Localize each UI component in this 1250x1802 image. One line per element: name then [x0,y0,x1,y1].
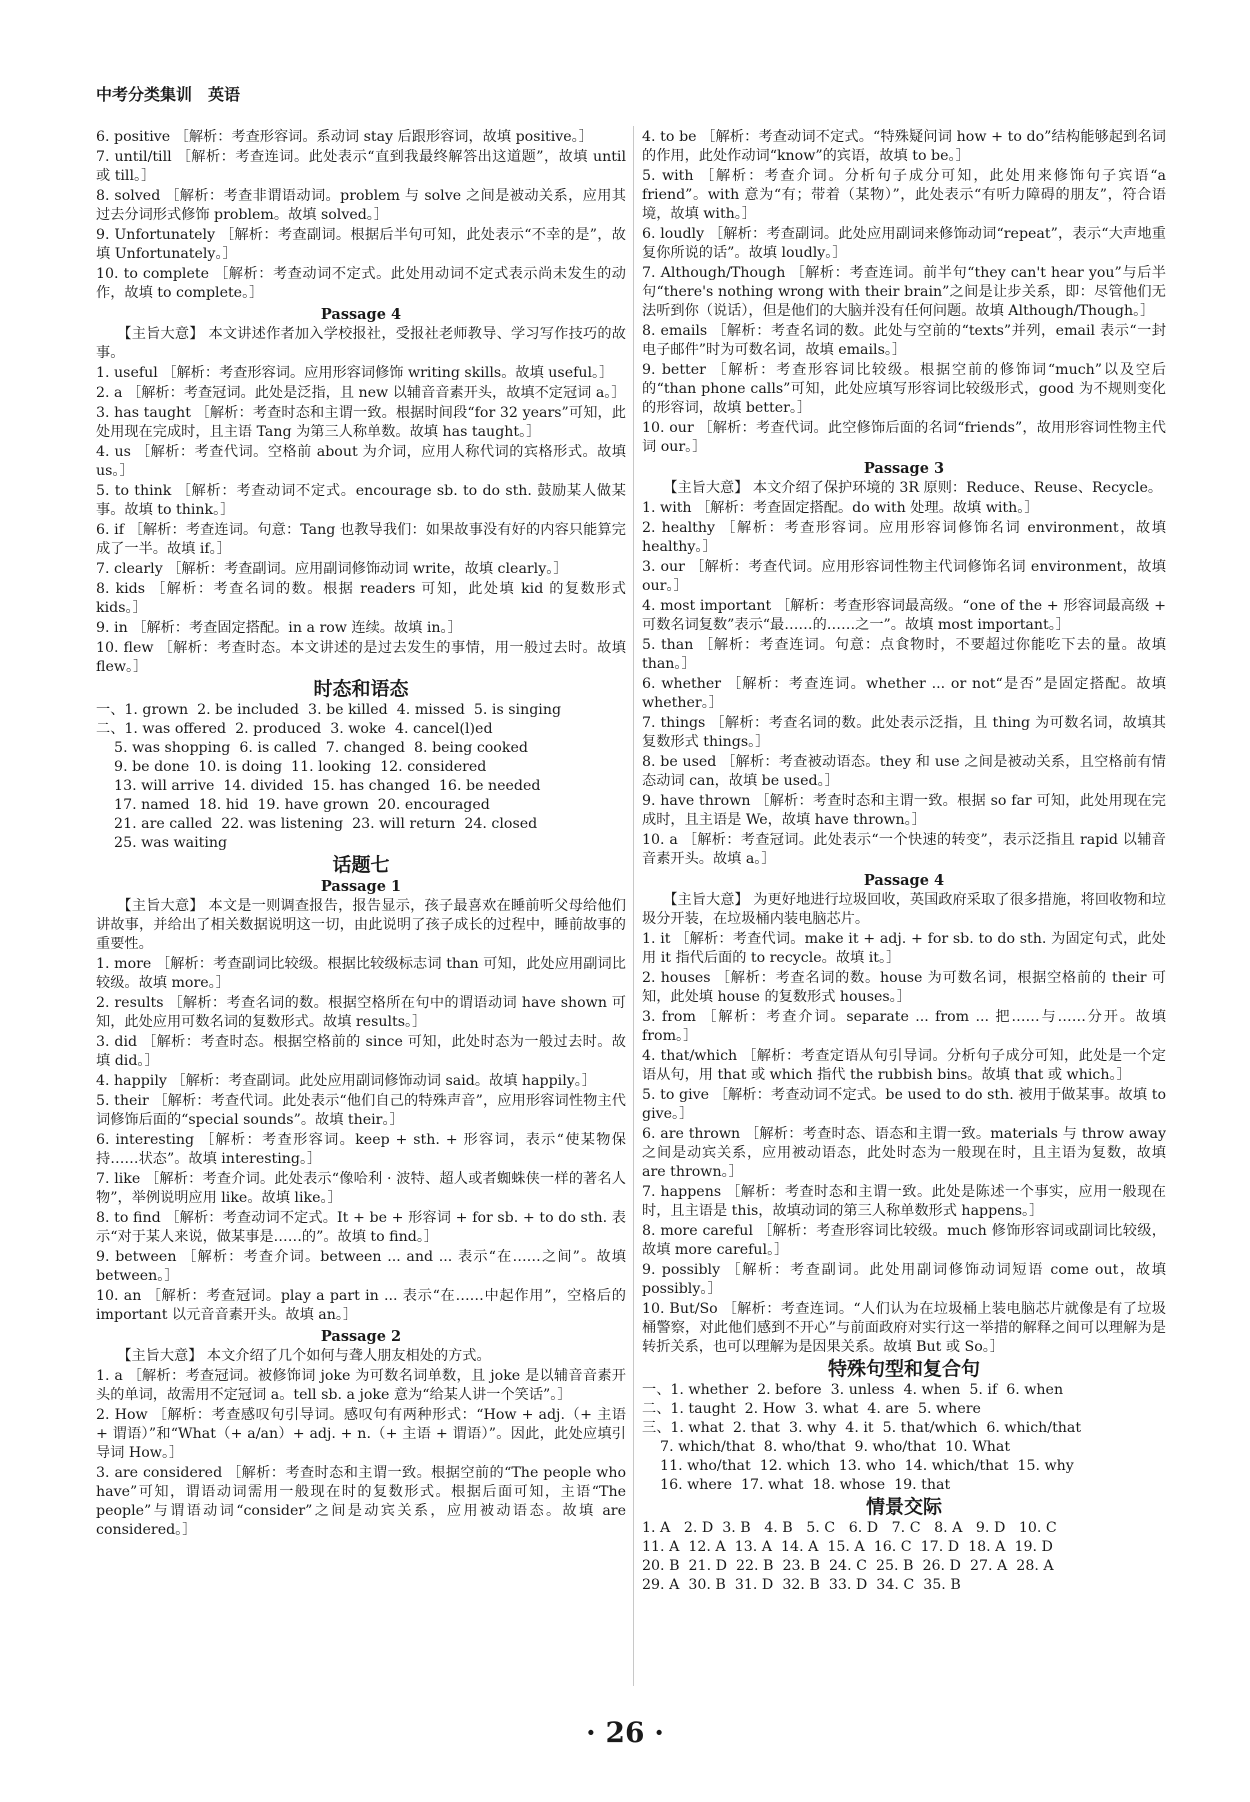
answer-item: 5. to think ［解析：考查动词不定式。encourage sb. to do sth. 鼓励某人做某事。故填 to think。］ [96,483,626,518]
page-header [96,82,240,105]
answer-item: 3. are considered ［解析：考查时态和主谓一致。根据空前的“The people who have”可知，谓语动词需用一般现在时的复数形式。根据后面可知，主语“The people”与谓语动词“consider”之间是动宾关系，应用被动语态。故填 are considered。］ [96,1465,626,1538]
answer-item: 3. did ［解析：考查时态。根据空格前的 since 可知，此处时态为一般过去时。故填 did。］ [96,1034,626,1069]
answer-item: 6. positive ［解析：考查形容词。系动词 stay 后跟形容词，故填 positive。］ [96,129,593,145]
series-title: 中考分类集训 [96,85,193,104]
answer-item: 5. than ［解析：考查连词。句意：点食物时，不要超过你能吃下去的量。故填 than。］ [642,637,1166,672]
answer-item: 4. most important ［解析：考查形容词最高级。“one of the + 形容词最高级 + 可数名词复数”表示“最……的……之一”。故填 most important。］ [642,598,1166,633]
left-column [96,128,626,1541]
answer-item: 7. things ［解析：考查名词的数。此处表示泛指，且 thing 为可数名词，故填其复数形式 things。］ [642,715,1166,750]
answer-item: 9. Unfortunately ［解析：考查副词。根据后半句可知，此处表示“不幸的是”，故填 Unfortunately。］ [96,227,626,262]
answer-item: 10. an ［解析：考查冠词。play a part in ... 表示“在……中起作用”，空格后的 important 以元音音素开头。故填 an。］ [96,1288,626,1323]
section-heading: 特殊句型和复合句 [827,1358,980,1380]
answer-item: 8. kids ［解析：考查名词的数。根据 readers 可知，此处填 kid 的复数形式 kids。］ [96,581,626,616]
answer-row: 16. where 17. what 18. whose 19. that [642,1477,951,1493]
answer-row: 11. A 12. A 13. A 14. A 15. A 16. C 17. D 18. A 19. D [642,1539,1053,1555]
answer-item: 1. with ［解析：考查固定搭配。do with 处理。故填 with。］ [642,500,1039,516]
answer-item: 8. more careful ［解析：考查形容词比较级。much 修饰形容词或副词比较级，故填 more careful。］ [642,1223,1166,1258]
answer-item: 7. happens ［解析：考查时态和主谓一致。此处是陈述一个事实，应用一般现在时，且主语是 this，故填动词的第三人称单数形式 happens。］ [642,1184,1166,1219]
answer-item: 8. to find ［解析：考查动词不定式。It + be + 形容词 + for sb. + to do sth. 表示“对于某人来说，做某事是……的”。故填 to find。］ [96,1210,626,1245]
answer-item: 10. our ［解析：考查代词。此空修饰后面的名词“friends”，故用形容词性物主代词 our。］ [642,420,1166,455]
answer-item: 9. possibly ［解析：考查副词。此处用副词修饰动词短语 come out，故填 possibly。］ [642,1262,1166,1297]
answer-item: 6. are thrown ［解析：考查时态、语态和主谓一致。materials 与 throw away 之间是动宾关系，应用被动语态，此处时态为一般现在时，且主语为复数，故填 are thrown。］ [642,1126,1166,1180]
answer-item: 2. results ［解析：考查名词的数。根据空格所在句中的谓语动词 have shown 可知，此处应用可数名词的复数形式。故填 results。］ [96,995,626,1030]
answer-item: 4. to be ［解析：考查动词不定式。“特殊疑问词 how + to do”结构能够起到名词的作用，此处作动词“know”的宾语，故填 to be。］ [642,129,1166,164]
answer-item: 9. between ［解析：考查介词。between ... and ... 表示“在……之间”。故填 between。］ [96,1249,626,1284]
answer-item: 10. flew ［解析：考查时态。本文讲述的是过去发生的事情，用一般过去时。故填 flew。］ [96,640,626,675]
answer-item: 4. that/which ［解析：考查定语从句引导词。分析句子成分可知，此处是一个定语从句，用 that 或 which 指代 the rubbish bins。故填 that 或 which。］ [642,1048,1166,1083]
answer-row: 11. who/that 12. which 13. who 14. which/that 15. why [642,1458,1074,1474]
answer-item: 10. But/So ［解析：考查连词。“人们认为在垃圾桶上装电脑芯片就像是有了垃圾桶警察，对此他们感到不开心”与前面政府对实行这一举措的解释之间可以理解为是转折关系，也可以理解为是因果关系。故填 But 或 So。］ [642,1301,1166,1355]
section-heading: 情景交际 [865,1496,942,1518]
answer-item: 9. better ［解析：考查形容词比较级。根据空前的修饰词“much”以及空后的“than phone calls”可知，此处应填写形容词比较级形式，good 为不规则变化的形容词，故填 better。］ [642,362,1166,416]
summary-paragraph: 【主旨大意】 本文介绍了几个如何与聋人朋友相处的方式。 [117,1348,491,1364]
summary-paragraph: 【主旨大意】 为更好地进行垃圾回收，英国政府采取了很多措施，将回收物和垃圾分开装，在垃圾桶内装电脑芯片。 [642,892,1166,927]
section-heading: 话题七 [332,854,390,876]
answer-item: 7. Although/Though ［解析：考查连词。前半句“they can't hear you”与后半句“there's nothing wrong with their brain”之间是让步关系，即：尽管他们无法听到你（说话），但是他们的大脑并没有任何问题。故填 Although/Though。］ [642,265,1166,319]
section-heading: 时态和语态 [313,678,409,700]
passage-heading: Passage 1 [320,878,402,895]
answer-item: 7. clearly ［解析：考查副词。应用副词修饰动词 write，故填 clearly。］ [96,561,568,577]
answer-item: 10. to complete ［解析：考查动词不定式。此处用动词不定式表示尚未发生的动作，故填 to complete。］ [96,266,626,301]
answer-item: 8. emails ［解析：考查名词的数。此处与空前的“texts”并列，email 表示“一封电子邮件”时为可数名词，故填 emails。］ [642,323,1166,358]
answer-item: 1. it ［解析：考查代词。make it + adj. + for sb. to do sth. 为固定句式，此处用 it 指代后面的 to recycle。故填 it。］ [642,931,1166,966]
passage-heading: Passage 3 [863,460,945,477]
page-number: · 26 · [586,1716,664,1749]
answer-row: 25. was waiting [96,835,228,851]
answer-row: 9. be done 10. is doing 11. looking 12. considered [96,759,487,775]
column-divider [633,126,634,1686]
passage-heading: Passage 2 [320,1328,402,1345]
answer-row: 一、1. grown 2. be included 3. be killed 4. missed 5. is singing [96,702,562,718]
answer-row: 一、1. whether 2. before 3. unless 4. when 5. if 6. when [642,1382,1064,1398]
answer-row: 13. will arrive 14. divided 15. has changed 16. be needed [96,778,541,794]
answer-item: 6. if ［解析：考查连词。句意：Tang 也教导我们：如果故事没有好的内容只能算完成了一半。故填 if。］ [96,522,626,557]
subject-label: 英语 [208,85,241,104]
answer-item: 5. to give ［解析：考查动词不定式。be used to do sth. 被用于做某事。故填 to give。］ [642,1087,1166,1122]
answer-item: 2. a ［解析：考查冠词。此处是泛指，且 new 以辅音音素开头，故填不定冠词 a。］ [96,385,626,401]
answer-item: 8. solved ［解析：考查非谓语动词。problem 与 solve 之间是被动关系，应用其过去分词形式修饰 problem。故填 solved。］ [96,188,626,223]
summary-paragraph: 【主旨大意】 本文是一则调查报告，报告显示，孩子最喜欢在睡前听父母给他们讲故事，并给出了相关数据说明这一切，由此说明了孩子成长的过程中，睡前故事的重要性。 [96,898,626,952]
answer-row: 二、1. taught 2. How 3. what 4. are 5. where [642,1401,981,1417]
summary-paragraph: 【主旨大意】 本文介绍了保护环境的 3R 原则：Reduce、Reuse、Recycle。 [663,480,1163,496]
answer-item: 1. a ［解析：考查冠词。被修饰词 joke 为可数名词单数，且 joke 是以辅音音素开头的单词，故需用不定冠词 a。tell sb. a joke 意为“给某人讲一个笑话”。］ [96,1368,626,1403]
answer-row: 21. are called 22. was listening 23. will return 24. closed [96,816,538,832]
answer-row: 二、1. was offered 2. produced 3. woke 4. cancel(l)ed [96,721,493,737]
answer-item: 7. until/till ［解析：考查连词。此处表示“直到我最终解答出这道题”，故填 until 或 till。］ [96,149,626,184]
answer-item: 9. in ［解析：考查固定搭配。in a row 连续。故填 in。］ [96,620,462,636]
passage-heading: Passage 4 [320,306,402,323]
answer-item: 2. healthy ［解析：考查形容词。应用形容词修饰名词 environment，故填 healthy。］ [642,520,1166,555]
answer-item: 3. from ［解析：考查介词。separate ... from ... 把……与……分开。故填 from。］ [642,1009,1166,1044]
answer-item: 7. like ［解析：考查介词。此处表示“像哈利 · 波特、超人或者蜘蛛侠一样的著名人物”，举例说明应用 like。故填 like。］ [96,1171,626,1206]
answer-item: 9. have thrown ［解析：考查时态和主谓一致。根据 so far 可知，此处用现在完成时，且主语是 We，故填 have thrown。］ [642,793,1166,828]
answer-item: 6. whether ［解析：考查连词。whether ... or not“是否”是固定搭配。故填 whether。］ [642,676,1166,711]
answer-item: 1. useful ［解析：考查形容词。应用形容词修饰 writing skills。故填 useful。］ [96,365,614,381]
answer-item: 3. our ［解析：考查代词。应用形容词性物主代词修饰名词 environment，故填 our。］ [642,559,1166,594]
answer-item: 6. loudly ［解析：考查副词。此处应用副词来修饰动词“repeat”，表示“大声地重复你所说的话”。故填 loudly。］ [642,226,1166,261]
answer-row: 三、1. what 2. that 3. why 4. it 5. that/which 6. which/that [642,1420,1082,1436]
answer-row: 17. named 18. hid 19. have grown 20. encouraged [96,797,490,813]
answer-item: 1. more ［解析：考查副词比较级。根据比较级标志词 than 可知，此处应用副词比较级。故填 more。］ [96,956,626,991]
answer-item: 4. us ［解析：考查代词。空格前 about 为介词，应用人称代词的宾格形式。故填 us。］ [96,444,626,479]
answer-item: 6. interesting ［解析：考查形容词。keep + sth. + 形容词，表示“使某物保持……状态”。故填 interesting。］ [96,1132,626,1167]
answer-item: 8. be used ［解析：考查被动语态。they 和 use 之间是被动关系，且空格前有情态动词 can，故填 be used。］ [642,754,1166,789]
answer-item: 2. houses ［解析：考查名词的数。house 为可数名词，根据空格前的 their 可知，此处填 house 的复数形式 houses。］ [642,970,1166,1005]
answer-item: 2. How ［解析：考查感叹句引导词。感叹句有两种形式：“How + adj.（+ 主语 + 谓语）”和“What（+ a/an）+ adj. + n.（+ 主语 + 谓语）”。因此，此处应填引导词 How。］ [96,1407,626,1461]
answer-row: 5. was shopping 6. is called 7. changed 8. being cooked [96,740,528,756]
answer-item: 5. with ［解析：考查介词。分析句子成分可知，此处用来修饰句子宾语“a friend”。with 意为“有；带着（某物）”，此处表示“有听力障碍的朋友”，符合语境，故填 with。］ [642,168,1166,222]
answer-item: 10. a ［解析：考查冠词。此处表示“一个快速的转变”，表示泛指且 rapid 以辅音音素开头。故填 a。］ [642,832,1166,867]
answer-row: 29. A 30. B 31. D 32. B 33. D 34. C 35. B [642,1577,961,1593]
passage-heading: Passage 4 [863,872,945,889]
answer-row: 7. which/that 8. who/that 9. who/that 10. What [642,1439,1011,1455]
answer-item: 5. their ［解析：考查代词。此处表示“他们自己的特殊声音”，应用形容词性物主代词修饰后面的“special sounds”。故填 their。］ [96,1093,626,1128]
answer-row: 1. A 2. D 3. B 4. B 5. C 6. D 7. C 8. A 9. D 10. C [642,1520,1057,1536]
answer-item: 4. happily ［解析：考查副词。此处应用副词修饰动词 said。故填 happily。］ [96,1073,597,1089]
right-column [642,128,1166,1595]
answer-row: 20. B 21. D 22. B 23. B 24. C 25. B 26. D 27. A 28. A [642,1558,1054,1574]
summary-paragraph: 【主旨大意】 本文讲述作者加入学校报社，受报社老师教导、学习写作技巧的故事。 [96,326,626,361]
answer-item: 3. has taught ［解析：考查时态和主谓一致。根据时间段“for 32 years”可知，此处用现在完成时，且主语 Tang 为第三人称单数。故填 has taught。］ [96,405,626,440]
